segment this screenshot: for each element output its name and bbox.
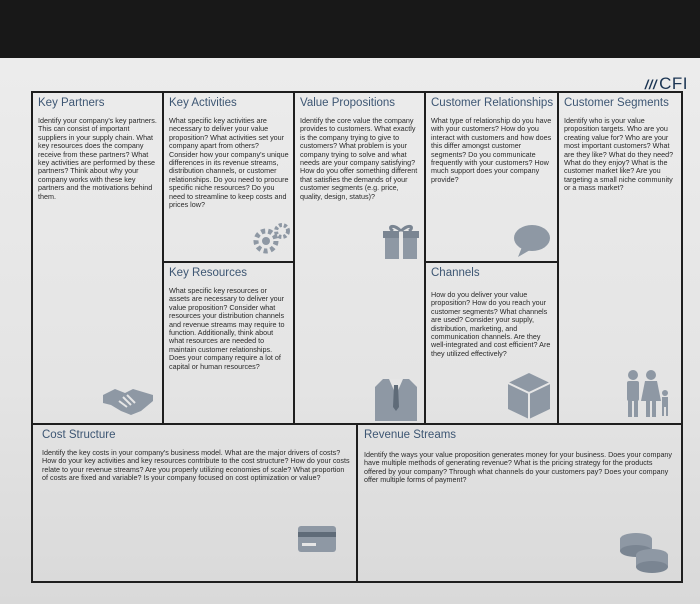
- key-resources-box: [162, 261, 295, 425]
- gift-icon: [381, 221, 421, 261]
- customer-segments-description: Identify who is your value proposition targets. Who are you creating value for? Who are your most important customers? What are they like? What do they need? What do they enjoy? What is the customer market like? Are you targeting a small niche community or a mass market?: [564, 116, 674, 193]
- cfi-logo: /// CFI: [644, 74, 688, 93]
- key-activities-box: [162, 91, 295, 263]
- key-partners-title: Key Partners: [38, 97, 105, 109]
- family-icon: [621, 369, 671, 419]
- revenue-streams-title: Revenue Streams: [364, 429, 457, 441]
- customer-segments-title: Customer Segments: [564, 97, 669, 109]
- value-propositions-box: [293, 91, 426, 425]
- key-resources-title: Key Resources: [169, 267, 247, 279]
- key-activities-title: Key Activities: [169, 97, 237, 109]
- value-propositions-description: Identify the core value the company provides to customers. What exactly is the company trying to give to customers? What problem is your company trying to solve and what needs are your company satisfying? How do you offer something different that satisfies the demands of your customer segments (e.g. price, quality, design, status)?: [300, 116, 418, 201]
- revenue-streams-description: Identify the ways your value proposition generates money for your business. Does your company have multiple methods of generating revenue? What is the pricing strategy for the products offered by your company? Through what channels do your customers pay? Does your company offer multiple forms of payment?: [364, 450, 673, 485]
- channels-box: [424, 261, 559, 425]
- customer-relationships-title: Customer Relationships: [431, 97, 554, 109]
- suit-icon: [371, 373, 421, 423]
- channels-description: How do you deliver your value proposition? How do you reach your customer segments? What channels are used? Consider your supply, distribution, marketing, and communication channels. Are they well-integrated and cost efficient? Are they utilized effectively?: [431, 290, 551, 358]
- key-partners-description: Identify your company's key partners. This can consist of important suppliers in your supply chain. What key resources does the company receive from these partners? What key activities are performed by these partners? Think about why your company works with these key partners and the motivations behind them.: [38, 116, 157, 201]
- value-propositions-title: Value Propositions: [300, 97, 396, 109]
- customer-relationships-box: [424, 91, 559, 263]
- credit-card-icon: [297, 525, 337, 553]
- cost-structure-description: Identify the key costs in your company's business model. What are the major drivers of costs? How do your key activities and key resources contribute to the cost structure? How do your costs relate to your revenue streams? Are you properly utilizing economies of scale? What proportion of costs are fixed and variable? Is your company focused on cost optimization or value?: [42, 448, 350, 483]
- channels-title: Channels: [431, 267, 480, 279]
- customer-relationships-description: What type of relationship do you have with your customers? How do you interact with customers and how does this differ amongst customer segments? Do you communicate frequently with your customers? How much support does your company provide?: [431, 116, 552, 184]
- revenue-streams-box: [356, 423, 683, 583]
- dark-background-top: [0, 0, 700, 58]
- handshake-icon: [101, 381, 155, 417]
- customer-segments-box: [557, 91, 683, 425]
- package-icon: [506, 371, 552, 421]
- key-partners-box: [31, 91, 164, 425]
- cost-structure-box: [31, 423, 358, 583]
- cost-structure-title: Cost Structure: [42, 429, 116, 441]
- gears-icon: [252, 221, 292, 255]
- key-resources-description: What specific key resources or assets are necessary to deliver your value proposition? Consider what resources your distribution channels and revenue streams may require to function. Additionally, think about what resources are needed to maintain customer relationships. Does your company require a lot of capital or human resources?: [169, 286, 285, 371]
- key-activities-description: What specific key activities are necessary to deliver your value proposition? What activities set your company apart from others? Consider how your company's unique differences in its revenue streams, distribution channels, or customer relationships. Do you need to procure specific niche resources? Do you need to streamline to keep costs and prices low?: [169, 116, 289, 210]
- coins-icon: [616, 529, 672, 575]
- chat-bubble-icon: [512, 223, 552, 259]
- cfi-bars-icon: ///: [644, 77, 658, 92]
